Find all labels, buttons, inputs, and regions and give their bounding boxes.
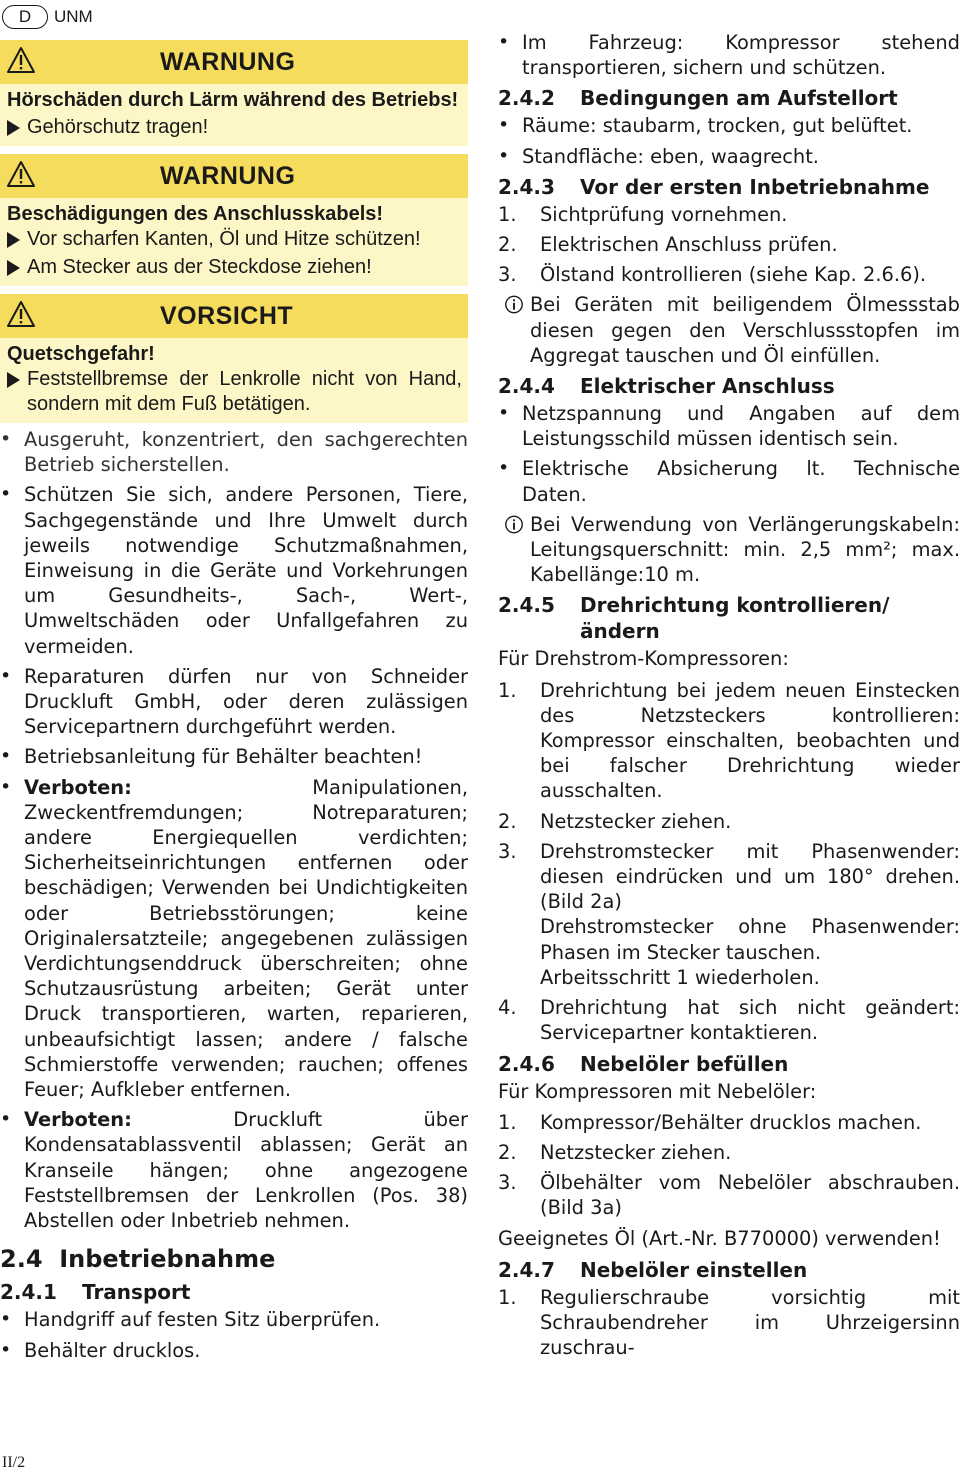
step-item: 3. Ölbehälter vom Nebelöler abschrauben. (Bild 3a) [498,1171,960,1220]
warning-body [0,198,468,286]
page-number: II/2 [2,1454,26,1471]
subsection-number: 2.4.1 [0,1280,57,1305]
step-text: Netzstecker ziehen. [540,809,732,833]
step-text: Sichtprüfung vornehmen. [540,202,788,226]
list-item: • Reparaturen dürfen nur von Schneider Druckluft GmbH, oder deren zulässigen Servicepartnern durchgeführt werden. [0,664,468,739]
list-item: • Schützen Sie sich, andere Personen, Tiere, Sachgegenstände und Ihre Umwelt durch jeweils notwendige Schutzmaßnahmen, Einweisung in die Geräte und Vorkehrungen um Gesundheits-, Sach-, Wert-, Umweltschäden oder Unfallgefahren zu vermeiden. [0,483,468,658]
info-note [498,512,960,588]
step-item: 4. Drehrichtung hat sich nicht geändert: Servicepartner kontaktieren. [498,996,960,1045]
list-item-text: Schützen Sie sich, andere Personen, Tiere, Sachgegenstände und Ihre Umwelt durch jeweils notwendige Schutzmaßnahmen, Einweisung in die Geräte und Vorkehrungen um Gesundheits-, Sach-, Wert-, Umweltschäden oder Unfallgefahren zu vermeiden. [24,483,468,658]
list-item-text: Reparaturen dürfen nur von Schneider Druckluft GmbH, oder deren zulässigen Servicepartnern durchgeführt werden. [24,664,468,739]
step-text: Drehstromstecker mit Phasenwender: diesen eindrücken und um 180° drehen. (Bild 2a) [540,839,960,914]
step-text: Drehrichtung hat sich nicht geändert: Servicepartner kontaktieren. [540,996,960,1045]
step-text: Netzstecker ziehen. [540,1140,732,1164]
warning-step-text: Gehörschutz tragen! [27,116,209,138]
list-item-text: Ausgeruht, konzentriert, den sachgerechten Betrieb sicherstellen. [24,428,468,477]
subsection-title: Nebelöler befüllen [580,1051,789,1076]
language-badge [2,5,48,29]
subsection-number: 2.4.7 [498,1257,555,1282]
forbidden-text: Druckluft über Kondensatablassventil ablassen; Gerät an Kranseile hängen; ohne angezogene Feststellbremsen der Lenkrollen (Pos. 38) Abstellen oder Inbetrieb nehmen. [24,1108,468,1233]
arrow-right-icon [7,260,20,276]
warning-subtitle: Hörschäden durch Lärm während des Betriebs! [7,89,459,111]
step-item: 1. Sichtprüfung vornehmen. [498,202,960,227]
forbidden-item: • Verboten: Druckluft über Kondensatablassventil ablassen; Gerät an Kranseile hängen; ohne angezogene Feststellbremsen der Lenkrollen (Pos. 38) Abstellen oder Inbetrieb nehmen. [0,1108,468,1233]
list-item: • Ausgeruht, konzentriert, den sachgerechten Betrieb sicherstellen. [0,428,468,477]
list-item-text: Behälter drucklos. [24,1338,201,1362]
subsection-number: 2.4.6 [498,1051,555,1076]
warning-box-noise [0,40,468,146]
list-item-text: Standfläche: eben, waagrecht. [522,144,819,168]
list-item-text: Räume: staubarm, trocken, gut belüftet. [522,114,913,138]
subsection-heading [498,1257,960,1283]
subsection-title: Elektrischer Anschluss [580,374,835,399]
warning-title: WARNUNG [160,161,296,190]
warning-triangle-icon [6,160,36,188]
note-text: Geeignetes Öl (Art.-Nr. B770000) verwenden! [498,1226,941,1250]
warning-triangle-icon [6,300,36,328]
intro-text: Für Kompressoren mit Nebelöler: [498,1079,817,1103]
step-item: 1. Drehrichtung bei jedem neuen Einstecken des Netzsteckers kontrollieren: Kompressor einschalten, beobachten und bei falscher Drehrichtung wieder ausschalten. [498,678,960,803]
step-item: 2. Netzstecker ziehen. [498,1140,960,1165]
subsection-heading [0,1279,468,1305]
info-circle-icon [498,512,530,534]
warning-step-text: Vor scharfen Kanten, Öl und Hitze schützen! [27,228,421,250]
forbidden-text: Manipulationen, Zweckentfremdungen; Notreparaturen; andere Energiequellen verdichten; Sicherheitseinrichtungen entfernen oder beschädigen; Verwenden bei Undichtigkeiten oder Betriebsstörungen; keine Originalersatzteile; angegebenen zulässigen Verdichtungsenddruck überschreiten; ohne Schutzausrüstung arbeiten; Gerät unter Druck transportieren, warten, reparieren, unbeaufsichtigt lassen; andere / falsche Schmierstoffe verwenden; rauchen; offenes Feuer; Aufkleber entfernen. [24,775,468,1102]
caution-step-text: Feststellbremse der Lenkrolle nicht von Hand, sondern mit dem Fuß betätigen. [27,368,462,415]
step-item: 1. Regulierschraube vorsichtig mit Schraubendreher im Uhrzeigersinn zuschrau- [498,1285,960,1360]
left-column [0,40,468,1368]
list-item-text: Betriebsanleitung für Behälter beachten! [24,745,423,769]
safety-bullets [0,427,468,1363]
step-text: Ölstand kontrollieren (siehe Kap. 2.6.6). [540,263,927,287]
warning-header [0,40,468,84]
list-item: • Elektrische Absicherung lt. Technische Daten. [498,457,960,506]
subsection-heading [498,1051,960,1077]
subsection-title: Drehrichtung kontrollieren/ändern [580,593,890,644]
warning-step [7,255,462,280]
subsection-title: Bedingungen am Aufstellort [580,86,898,111]
caution-subtitle: Quetschgefahr! [7,343,155,365]
arrow-right-icon [7,120,20,136]
list-item-text: Netzspannung und Angaben auf dem Leistungsschild müssen identisch sein. [522,402,960,451]
info-note [498,292,960,368]
page-header [2,4,93,30]
step-item: 3. Drehstromstecker mit Phasenwender: diesen eindrücken und um 180° drehen. (Bild 2a) Drehstromstecker ohne Phasenwender: Phasen im Stecker tauschen. Arbeitsschritt 1 wiederholen. [498,839,960,989]
step-item: 1. Kompressor/Behälter drucklos machen. [498,1110,960,1135]
subsection-number: 2.4.2 [498,86,555,111]
step-item: 2. Elektrischen Anschluss prüfen. [498,232,960,257]
info-text: Bei Verwendung von Verlängerungskabeln: Leitungsquerschnitt: min. 2,5 mm²; max. Kabellänge:10 m. [530,512,960,587]
warning-header [0,154,468,198]
subsection-title: Vor der ersten Inbetriebnahme [580,174,930,199]
step-text-extra: Arbeitsschritt 1 wiederholen. [540,965,820,989]
subsection-title: Nebelöler einstellen [580,1257,808,1282]
forbidden-keyword: Verboten: [24,1108,132,1132]
list-item-text: Elektrische Absicherung lt. Technische Daten. [522,457,960,506]
warning-triangle-icon [6,46,36,74]
info-text: Bei Geräten mit beiligendem Ölmessstab diesen gegen den Verschlussstopfen im Aggregat tauschen und Öl einfüllen. [530,293,960,367]
list-item: • Behälter drucklos. [0,1338,468,1363]
forbidden-item: • Verboten: Manipulationen, Zweckentfremdungen; Notreparaturen; andere Energiequellen verdichten; Sicherheitseinrichtungen entfernen oder beschädigen; Verwenden bei Undichtigkeiten oder Betriebsstörungen; keine Originalersatzteile; angegebenen zulässigen Verdichtungsenddruck überschreiten; ohne Schutzausrüstung arbeiten; Gerät unter Druck transportieren, warten, reparieren, unbeaufsichtigt lassen; andere / falsche Schmierstoffe verwenden; rauchen; offenes Feuer; Aufkleber entfernen. [0,775,468,1102]
language-code: D [18,7,32,26]
caution-box-crush [0,294,468,423]
warning-step [7,227,462,252]
list-item: • Netzspannung und Angaben auf dem Leistungsschild müssen identisch sein. [498,402,960,451]
list-item: • Im Fahrzeug: Kompressor stehend transportieren, sichern und schützen. [498,31,960,80]
list-item-text: Im Fahrzeug: Kompressor stehend transportieren, sichern und schützen. [522,31,960,80]
subsection-heading [498,174,960,200]
subsection-title: Transport [82,1280,191,1305]
right-column [498,30,960,1365]
step-text: Elektrischen Anschluss prüfen. [540,233,838,257]
step-text-extra: Drehstromstecker ohne Phasenwender: Phasen im Stecker tauschen. [540,915,960,964]
forbidden-keyword: Verboten: [24,775,132,799]
subsection-number: 2.4.4 [498,374,555,399]
section-title: Inbetriebnahme [59,1245,276,1274]
step-item: 2. Netzstecker ziehen. [498,809,960,834]
warning-step [7,115,462,140]
caution-header [0,294,468,338]
caution-step [7,367,462,417]
step-text: Drehrichtung bei jedem neuen Einstecken des Netzsteckers kontrollieren: Kompressor einschalten, beobachten und bei falscher Drehrichtung wieder ausschalten. [540,678,960,803]
arrow-right-icon [7,372,20,388]
section-number: 2.4 [0,1245,43,1274]
section-heading [0,1243,468,1275]
caution-body [0,338,468,423]
subsection-heading [498,373,960,399]
model-code: UNM [54,7,93,26]
step-text: Ölbehälter vom Nebelöler abschrauben. (Bild 3a) [540,1171,960,1220]
list-item: • Räume: staubarm, trocken, gut belüftet. [498,113,960,138]
caution-title: VORSICHT [160,301,294,330]
warning-subtitle: Beschädigungen des Anschlusskabels! [7,203,384,225]
subsection-number: 2.4.3 [498,174,555,199]
list-item: • Betriebsanleitung für Behälter beachten! [0,744,468,769]
step-text: Kompressor/Behälter drucklos machen. [540,1110,922,1134]
list-item: • Standfläche: eben, waagrecht. [498,144,960,169]
warning-box-cable [0,154,468,286]
info-circle-icon [498,292,530,314]
subsection-heading [498,592,960,644]
step-text: Regulierschraube vorsichtig mit Schraubendreher im Uhrzeigersinn zuschrau- [540,1285,960,1360]
warning-title: WARNUNG [160,47,296,76]
subsection-heading [498,85,960,111]
arrow-right-icon [7,232,20,248]
warning-body [0,84,468,146]
step-item: 3. Ölstand kontrollieren (siehe Kap. 2.6.6). [498,262,960,287]
subsection-number: 2.4.5 [498,593,555,618]
list-item-text: Handgriff auf festen Sitz überprüfen. [24,1308,381,1332]
warning-step-text: Am Stecker aus der Steckdose ziehen! [27,256,372,278]
intro-text: Für Drehstrom-Kompressoren: [498,647,789,671]
list-item: • Handgriff auf festen Sitz überprüfen. [0,1307,468,1332]
